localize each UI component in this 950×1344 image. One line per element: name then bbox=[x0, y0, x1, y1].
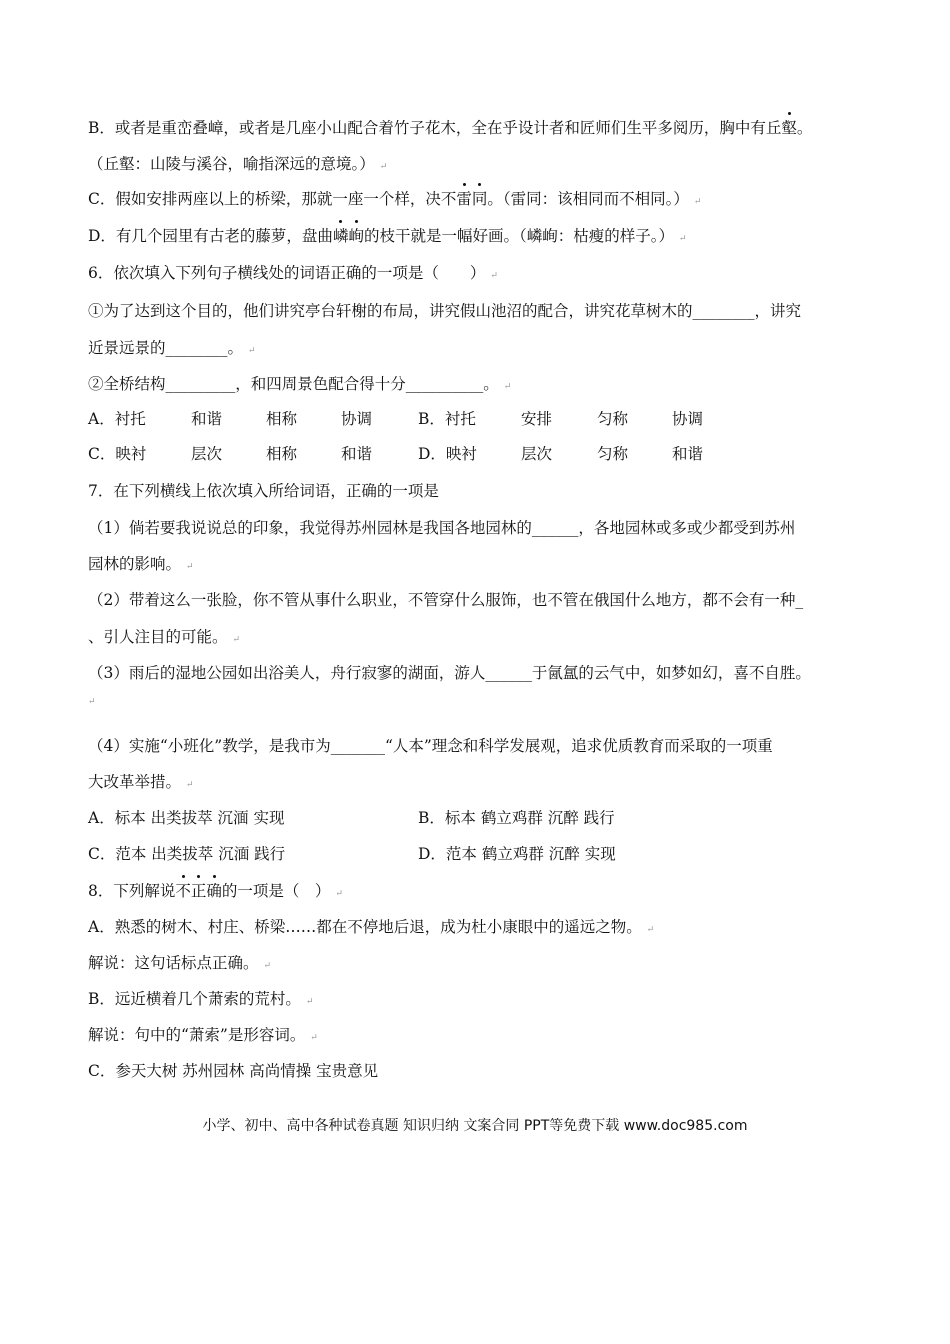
q5-option-b-line2: （丘壑：山陵与溪谷，喻指深远的意境。） ↵ bbox=[88, 155, 388, 173]
q7-sentence4-line1: （4）实施“小班化”教学，是我市为_______“人本”理念和科学发展观，追求优质教育而采取的一项重 bbox=[88, 737, 773, 755]
q7-sentence1-line1: （1）倘若要我说说总的印象，我觉得苏州园林是我国各地园林的______，各地园林或多或少都受到苏州 bbox=[88, 519, 796, 537]
emphasis-char: 同 bbox=[471, 190, 488, 208]
emphasis-char: 不 bbox=[175, 882, 191, 900]
q7-option-d: D．范本 鹤立鸡群 沉醉 实现 bbox=[418, 845, 616, 863]
q6-sentence2: ②全桥结构_________，和四周景色配合得十分__________。 ↵ bbox=[88, 375, 512, 393]
q6-sentence1-line1: ①为了达到这个目的，他们讲究亭台轩榭的布局，讲究假山池沼的配合，讲究花草树木的________，讲究 bbox=[88, 302, 802, 320]
page-footer: 小学、初中、高中各种试卷真题 知识归纳 文案合同 PPT等免费下载 www.doc985.com bbox=[202, 1118, 748, 1134]
q7-sentence2-line2: 、引人注目的可能。 ↵ bbox=[88, 628, 240, 646]
q8-option-a-explain: 解说：这句话标点正确。 ↵ bbox=[88, 954, 271, 972]
q7-option-b: B．标本 鹤立鸡群 沉醉 践行 bbox=[418, 809, 615, 827]
q5-option-c: C．假如安排两座以上的桥梁，那就一座一个样，决不雷同。（雷同：该相同而不相同。） ↵ bbox=[88, 190, 702, 208]
q7-option-a: A．标本 出类拔萃 沉湎 实现 bbox=[88, 809, 285, 827]
q6-stem: 6．依次填入下列句子横线处的词语正确的一项是（ ） ↵ bbox=[88, 264, 498, 282]
q8-option-a: A．熟悉的树木、村庄、桥梁……都在不停地后退，成为杜小康眼中的遥远之物。 ↵ bbox=[88, 918, 655, 936]
emphasis-char: 雷 bbox=[456, 190, 472, 208]
emphasis-char: 峋 bbox=[348, 227, 364, 245]
q8-option-b: B．远近横着几个萧索的荒村。 ↵ bbox=[88, 990, 314, 1008]
q5-option-b-line1: B．或者是重峦叠嶂，或者是几座小山配合着竹子花木，全在乎设计者和匠师们生平多阅历，胸中有丘壑。 bbox=[88, 119, 813, 137]
q7-sentence1-line2: 园林的影响。 ↵ bbox=[88, 555, 194, 573]
q8-option-b-explain: 解说：句中的“萧索”是形容词。 ↵ bbox=[88, 1026, 318, 1044]
q6-sentence1-line2: 近景远景的________。 ↵ bbox=[88, 339, 256, 357]
emphasis-char: 嶙 bbox=[332, 227, 349, 245]
q7-sentence4-line2: 大改革举措。 ↵ bbox=[88, 773, 194, 791]
q7-stem: 7．在下列横线上依次填入所给词语，正确的一项是 bbox=[88, 482, 439, 500]
q7-sentence3: （3）雨后的湿地公园如出浴美人，舟行寂寥的湖面，游人______于氤氲的云气中，如梦如幻，喜不自胜。 bbox=[88, 664, 811, 682]
emphasis-char: 壑 bbox=[781, 119, 797, 137]
q8-stem: 8．下列解说不正确的一项是（ ） ↵ bbox=[88, 882, 343, 900]
paragraph-mark: ↵ bbox=[88, 697, 96, 707]
q8-option-c: C．参天大树 苏州园林 高尚情操 宝贵意见 bbox=[88, 1062, 379, 1080]
emphasis-char: 确 bbox=[206, 882, 222, 900]
q7-sentence2-line1: （2）带着这么一张脸，你不管从事什么职业，不管穿什么服饰，也不管在俄国什么地方，都不会有一种_ bbox=[88, 591, 804, 609]
q7-option-c: C．范本 出类拔萃 沉湎 践行 bbox=[88, 845, 286, 863]
q5-option-d: D．有几个园里有古老的藤萝，盘曲嶙峋的枝干就是一幅好画。（嶙峋：枯瘦的样子。） ↵ bbox=[88, 227, 687, 245]
emphasis-char: 正 bbox=[190, 882, 207, 900]
